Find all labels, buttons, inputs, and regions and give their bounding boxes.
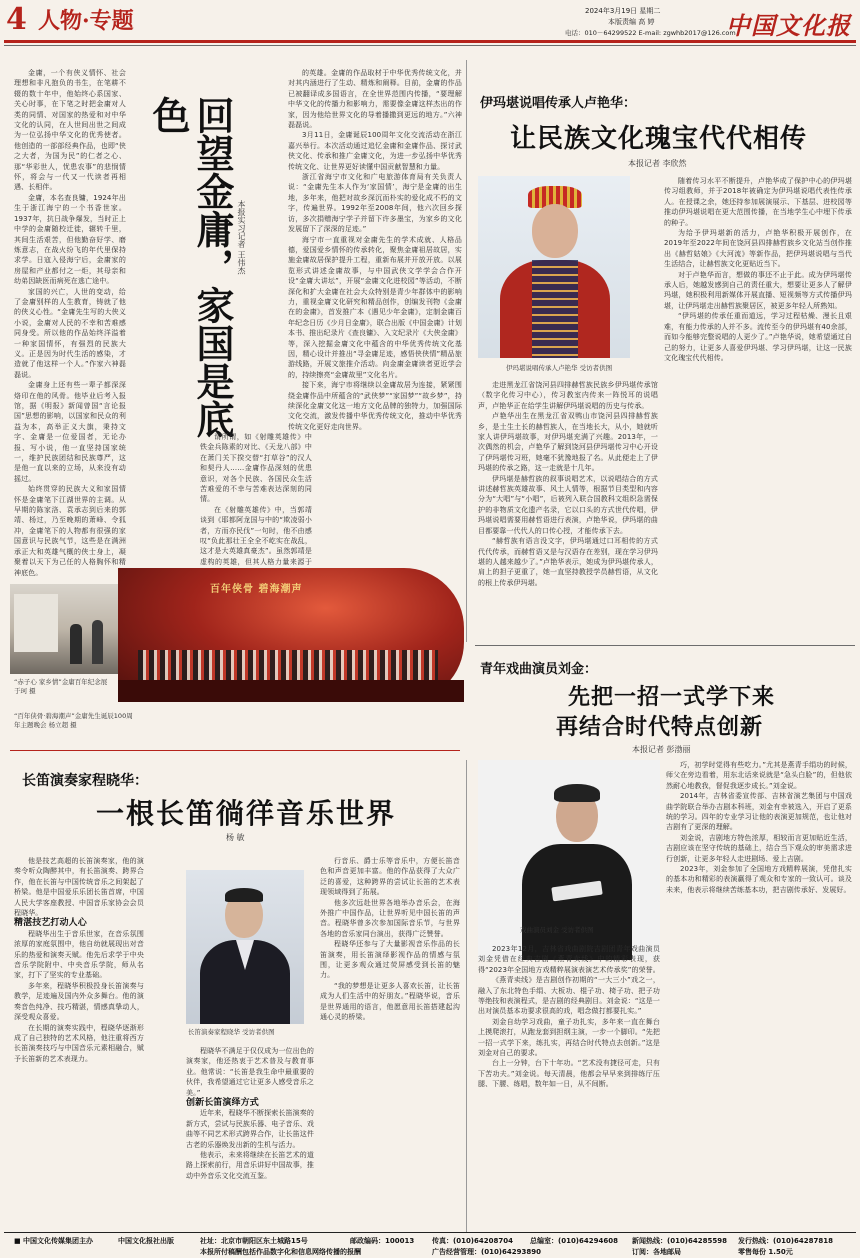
paragraph: 行音乐、爵士乐等音乐中，方便长笛音色和声音更加丰富。他的作品获得了大众广泛的喜爱，这种跨界的尝试让长笛的艺术表现领域得到了拓展。 [320, 857, 460, 897]
paragraph: 始终贯穿的民族大义和家国情怀是金庸笔下江湖世界的主调。从早期的陈家洛、袁承志到后来的郭靖、杨过，乃至晚期的萧峰、令狐冲，金庸笔下的人物都有很强的家国意识与民族气节，这些是在满洲承正大和英雄气概的侠士身上，凝聚着以天下为己任的人格胸怀和精神底色。 [14, 485, 126, 577]
paragraph: 2023年，刘金参加了全国地方戏精粹展演，凭借扎实的基本功和精彩的表演赢得了观众和专家的一致认可。谈及未来，他表示将继续苦练基本功，把吉剧传承好、发展好。 [666, 865, 852, 894]
article-body-col1 [14, 856, 144, 1226]
paragraph: 刘金说，吉剧地方特色浓厚，相较而言更加贴近生活，吉剧应该在坚守传统的基础上，结合当下观众的审美需求进行创新，让更多年轻人走进剧场、爱上吉剧。 [666, 833, 852, 863]
section-divider [475, 645, 855, 646]
column-divider [466, 60, 467, 642]
paragraph: 金庸身上还有些一辈子都深深烙印在他的风骨。他毕业后考入报馆，据《明报》新闻曾国“言论报国”思想的影响，以国家和民众的利益为本，高举正义大旗，秉持文字、金庸是一位爱国者，无论办报、写小说，他一直坚持国家统一，维护民族团结和民族尊严，这是他一直以来的立场，从来没有动摇过。 [14, 381, 126, 483]
figure-silhouette [70, 624, 82, 664]
footer-cell: 广告经营管理：(010)64293890 [432, 1248, 541, 1256]
paragraph: 伊玛堪是赫哲族的叙事说唱艺术，以说唱结合的方式讲述赫哲族英雄故事、风土人情等，根据节目类型和内容分为“大唱”与“小唱”，后被列入联合国教科文组织急需保护的非物质文化遗产名录，它以口头的方式世代传唱，伊玛堪说唱需要用赫哲语进行表演，卢艳华说，伊玛堪的曲目都要靠一代代人的口传心授，才能传承下去。 [478, 474, 658, 535]
masthead-rule-thin [4, 45, 856, 46]
paragraph: 程晓华还参与了大量影视音乐作品的长笛演奏，用长笛演绎影视作品的情感与氛围，让更多观众通过荧屏感受到长笛的魅力。 [320, 940, 460, 980]
headline-jinyong: 回望金庸，家国是底色 [146, 96, 235, 438]
footer-cell: 中国文化报社出版 [118, 1237, 174, 1245]
paragraph: 金庸，一个有侠义情怀、社会理想和非凡抱负的书生，在笔耕不辍的数十年中，他始终心系国家、关心时事，在下笔之时把金庸对人类的同情、对国家的热爱和对中华文化的认同，在人世间出世之间成为一位弘扬中华文化的优秀使者。他创造的一部部经典作品，也即“侠之大者，为国为民”的仁者之心、那“华彩世人，忧患农事”的悲悯情怀，将会与一代又一代读者再相遇、长相伴。 [14, 69, 126, 192]
paragraph: 海宁市一直重视对金庸先生的学术成就、人格品德，爱国爱乡情怀的传承转化，聚焦金庸祖居故居，实施金庸故居保护提升工程，重新布展并开放开放。以展览形式讲述金庸故事，与中国武侠文学学会合作开设“金庸大讲坛”，开展“金庸文化进校园”等活动，不断深化和扩大金庸在社会大众特别是青少年群体中的影响力，重视金庸文化研究和精品创作，创编发刊物《金庸在的金庸》，首发推广本《遇见少年金庸》，定制金庸百年纪念日历《少月日金庸》，联合出版《中国金庸》计划本书、推出纪录片《查良镛》、入文纪录片《大侠金庸》等，深入挖掘金庸文化中蕴含的中华优秀传统文化基因，精心设计并推出“寻金庸足迹，感悟侠侠情”精品旅游线路，开展文旅推介活动。向金庸金庸读者更近学会的，持续擦亮“金庸故里”文化名片。 [288, 235, 462, 379]
paragraph: “赫哲族有语言没文字，伊玛堪通过口耳相传的方式代代传承，而赫哲语又是与汉语存在差别，现在学习伊玛堪的人越来越少了。”卢艳华表示，她成为伊玛堪传承人，肩上的担子更重了，她一直坚持教授学员赫哲语，从文化的根上传承伊玛堪。 [478, 537, 658, 587]
portrait-cheng [186, 870, 304, 1024]
caption-lu: 伊玛堪说唱传承人卢艳华 受访者供图 [506, 364, 613, 372]
portrait-lu [478, 176, 630, 358]
footer-cell: 本报所付稿酬包括作品数字化和信息网络传播的报酬 [200, 1248, 361, 1256]
footer-cell: 新闻热线：(010)64285598 [632, 1237, 727, 1245]
headline-liu-line2: 再结合时代特点创新 [556, 714, 764, 740]
paragraph: 2023年12月，吉林省戏曲剧院吉剧团青年戏曲演员刘金凭借在经典吉剧《燕青卖线》中的精彩表现，获得“2023年全国地方戏精粹展演表演艺术传承奖”的荣誉。 [478, 945, 660, 974]
issue-date: 2024年3月19日 星期二 [585, 7, 661, 15]
footer-rule [4, 1232, 856, 1233]
subhead: 创新长笛演绎方式 [186, 1098, 259, 1109]
column-divider [466, 760, 467, 1232]
portrait-hair [554, 784, 600, 802]
paragraph: 为给予伊玛堪新的活力，卢艳华积极开展创作，在2019年至2022年间在饶河县四排赫哲族乡文化站当创作推出《赫哲姑娘》《大河流》等新作品，把伊玛堪说唱与当代生活结合，让赫哲族文化更贴近当下。 [664, 229, 852, 269]
footer-cell: 社址：北京市朝阳区东土城路15号 [200, 1237, 308, 1245]
newspaper-logo: 中国文化报 [726, 11, 851, 40]
byline-jinyong: 本报实习记者 王伟杰 [237, 200, 246, 275]
paragraph: 浙江省海宁市文化和广电旅游体育局有关负责人说：“金庸先生本人作为‘家国情’，海宁是金庸的出生地，多年来，他把对故乡深沉而朴实的爱化成不朽的文字，传遍世界。1992年至2008年间，他六次回乡探访，多次捐赠海宁学子并留下许多墨宝，为家乡的文化发展留下了深深的足迹。” [288, 173, 462, 234]
headline-liu-line1: 先把一招一式学下来 [568, 684, 776, 710]
byline-cheng: 杨 敏 [226, 833, 245, 842]
portrait-head [532, 204, 578, 258]
paragraph: 程晓华不满足于仅仅成为一位出色的演奏家，他还热衷于艺术普及与教育事业。他常说：“长笛是我生命中最重要的伙伴，我希望通过它让更多人感受音乐之美。” [186, 1047, 314, 1097]
caption-gala: “百年侠骨·碧海潮声”金庸先生诞辰100周年主题晚会 杨立超 摄 [14, 712, 133, 729]
paragraph: 3月11日，金庸诞辰100周年文化交流活动在浙江嘉兴举行。本次活动通过追忆金庸和金庸作品、探讨武侠文化、传承和推广金庸文化，为进一步弘扬中华优秀传统文化、让世界更好读懂中国贡献智慧和力量。 [288, 131, 462, 171]
section-title: 人物·专题 [38, 8, 134, 34]
paragraph: 对于卢艳华而言，想做的事还不止于此。成为伊玛堪传承人后，她越发感到自己的责任重大，想要让更多人了解伊玛堪，她积极利用新媒体开展直播、短视频等方式传播伊玛堪，让伊玛堪走出赫哲族聚居区，被更多年轻人所熟知。 [664, 270, 852, 310]
footer-cell: 传真：(010)64208704 [432, 1237, 513, 1245]
byline-liu: 本报记者 彭渤丽 [632, 745, 691, 754]
portrait-shirt [522, 844, 632, 960]
paragraph: 他表示，未来将继续在长笛艺术的道路上探索前行，用音乐讲好中国故事，推动中外音乐文化交流互鉴。 [186, 1151, 314, 1180]
paragraph: 的英雄。金庸的作品取材于中华优秀传统文化，并对其内涵进行了生动、精炼和阐释。目前，金庸的作品已被翻译成多国语言，在全世界范围内传播，“要理解中华文化的传播力和影响力，需要像金庸这样杰出的作家，因为他给世界文化的导着播撒到更远的地方。”六神磊磊说。 [288, 69, 462, 130]
footer-cell: 发行热线：(010)64287818 [738, 1237, 833, 1245]
article-body-col1 [14, 68, 126, 577]
footer-cell: 总编室：(010)64294608 [530, 1237, 618, 1245]
paragraph: 在《射雕英雄传》中，当郭靖谈到《耶都阿龙国与中的“欺凌弱小者，方而亦民伐”一句时，他不由感叹“负此那壮王全全不屹实在战乱，这才是大英雄真豪杰”。虽然郭靖是虚构的英雄，但其人格力量来源于 [200, 505, 312, 566]
paragraph: 金庸，本名查良镛，1924年出生于浙江海宁的一个书香世家。1937年，抗日战争爆发，当时正上中学的金庸随校迁徙，辗转千里，其间生活艰苦，但他勤奋好学、磨炼意志，在战火纷飞的年代里保持求学。日寇入侵海宁后，金庸家的房屋和产业都付之一炬，其母亲和幼弟因缺医而病死在逃亡途中。 [14, 193, 126, 286]
paragraph: 巧，初学时觉得有些吃力。”尤其是燕青手绢功的时候，师父在旁边看着，用东北话来说就是“急头白脸”的，但他依然耐心地教我，督促我逐步成长。”刘金说。 [666, 761, 852, 790]
gala-photo [118, 568, 464, 702]
paragraph: 随着传习水平不断提升，卢艳华成了保护中心的伊玛堪传习组教师，并于2018年被确定为伊玛堪说唱代表性传承人。在授课之余，她还持参加展演展示、下基层、进校园等推动伊玛堪说唱在更大范围传播，在当地学生心中埋下传承的种子。 [664, 177, 852, 227]
paragraph: 在长期的演奏实践中，程晓华逐渐形成了自己独特的艺术风格，他注重将西方长笛演奏技巧与中国音乐元素相融合，赋予长笛新的艺术表现力。 [14, 1023, 144, 1063]
headline-cheng: 一根长笛徜徉音乐世界 [96, 797, 397, 830]
article-body-col4 [320, 856, 460, 1226]
article-body-col1 [478, 380, 658, 635]
figure-silhouette [92, 620, 103, 664]
paragraph: 《燕青卖线》是吉剧创作初期的“一大三小”戏之一，融入了东北特色手绢、大板功、棍子功、椅子功、把子功等绝技和表演程式，是吉剧的经典剧目。刘金说：“这是一出对演员基本功要求很高的戏，唱念做打都要扎实。” [478, 976, 660, 1016]
subhead: 精湛技艺打动人心 [14, 918, 87, 929]
article-body-col3 [288, 68, 462, 500]
stage-floor [118, 680, 464, 702]
footer-cell: 邮政编码：100013 [350, 1237, 415, 1245]
paragraph: 刘金自幼学习戏曲，童子功扎实，多年来一直在舞台上摸爬滚打，从跑龙套到担纲主演，一步一个脚印。“先把一招一式学下来，练扎实，再结合时代特点去创新。”这是刘金对自己的要求。 [478, 1017, 660, 1058]
section-rule [10, 750, 460, 751]
paragraph: “伊玛堪的传承任重而道远，学习过程枯燥、漫长且艰难，有能力传承的人并不多。流传至今的伊玛堪有40余部，而如今能够完整说唱的人更少了。”卢艳华说，她希望通过自己的努力，让更多人喜爱伊玛堪、学习伊玛堪，让这一民族文化瑰宝代代相传。 [664, 312, 852, 362]
article-body-col4 [200, 432, 312, 568]
exhibition-wall [14, 594, 58, 652]
editor-line: 本版责编 高 婷 [608, 18, 655, 26]
article-body-col2 [664, 176, 852, 636]
caption-exhibition: “赤子心 家乡情”金庸百年纪念展 于珂 摄 [14, 678, 108, 695]
paragraph: 谓所谓，如《射雕英雄传》中铁金兵陈素的对比、《天龙八部》中在萧门关下揆交替“打草谷”的汉人和契丹人……金庸作品深刻的优患意识，对各个民族、各国民众生活苦难爱的不幸与苦难表达深刻的同情。 [200, 433, 312, 504]
paragraph: 他多次远赴世界各地举办音乐会，在海外推广中国作品，让世界听见中国长笛的声音。程晓华曾多次参加国际音乐节，与世界各地的音乐家同台演出，获得广泛赞誉。 [320, 898, 460, 938]
caption-cheng: 长笛演奏家程晓华 受访者供图 [188, 1028, 275, 1036]
footer-cell: 零售每份 1.50元 [738, 1248, 793, 1256]
paragraph: 近年来，程晓华不断探索长笛演奏的新方式，尝试与民族乐器、电子音乐、戏曲等不同艺术形式跨界合作，让长笛这件古老的乐器焕发出新的生机与活力。 [186, 1109, 314, 1149]
paragraph: 接下来，海宁市将继续以金庸故居为连接，紧紧围绕金庸作品中所蕴含的“武侠梦”“家国梦”“故乡梦”，持续深化金庸文化这一地方文化品牌的独特力，加强国际文化交流，激发传播中华优秀传统文化，推动中华优秀传统文化更好走向世界。 [288, 381, 462, 431]
paragraph: 走进黑龙江省饶河县四排赫哲族民族乡伊玛堪传承馆（数字化传习中心），传习教室内传来一阵悦耳的说唱声，卢艳华正在给学生讲解伊玛堪说唱的历史与传承。 [478, 381, 658, 410]
paragraph: “我的梦想是让更多人喜欢长笛，让长笛成为人们生活中的好朋友。”程晓华说，音乐是世界通用的语言，他愿意用长笛搭建起沟通心灵的桥梁。 [320, 981, 460, 1022]
gala-banner-text: 百年侠骨 碧海潮声 [210, 584, 303, 595]
portrait-hair [225, 888, 263, 902]
footer-cell: 订阅：各地邮局 [632, 1248, 681, 1256]
page-number: 4 [6, 2, 27, 37]
caption-liu: 戏曲演员刘金 受访者供图 [520, 926, 594, 934]
paragraph: 程晓华出生于音乐世家，在音乐氛围浓厚的家庭氛围中，他自幼就展现出对音乐的热爱和演奏天赋。他先后求学于中央音乐学院附中、中央音乐学院，师从名家，打下了坚实的专业基础。 [14, 929, 144, 980]
paragraph: 多年来，程晓华积极投身长笛演奏与教学，足迹遍及国内外众多舞台。他的演奏音色纯净、技巧精湛，情感真挚动人，深受观众喜爱。 [14, 981, 144, 1022]
stage-performers [138, 650, 438, 680]
article-body-col3 [186, 1046, 314, 1226]
paragraph: 家国的兴亡，人世的变动，给了金庸别样的人生教育，铸就了他的侠义心性。“金庸先生写的大侠义小说，金庸对人民的不幸和苦难感同身受。所以他的作品始终洋溢着一种家国情怀，有强烈的民族大义。正是因为时代生活的感染，才造就了他这样一个人。”作家六神磊磊说。 [14, 287, 126, 379]
headline-lu: 让民族文化瑰宝代代相传 [510, 124, 808, 154]
paragraph: 他是技艺高超的长笛演奏家，他的演奏令听众陶醉其中，有长笛演奏、跨界合作，他在长笛与中国传统音乐之间架起了桥梁。他是中国爱乐乐团长笛首席，中国人民大学客座教授、中国音乐家协会会员程晓华。 [14, 857, 144, 918]
contact-line: 电话：010－64299522 E-mail: zgwhb2017@126.com [565, 29, 736, 37]
kicker-lu: 伊玛堪说唱传承人卢艳华： [480, 96, 637, 111]
kicker-cheng: 长笛演奏家程晓华： [22, 773, 148, 789]
footer-cell: ■ 中国文化传媒集团主办 [14, 1237, 94, 1245]
article-body-col2 [666, 760, 852, 1228]
paragraph: 台上一分钟，台下十年功。“艺术没有捷径可走，只有下苦功夫。”刘金说。每天清晨，他都会早早来到排练厅压腿、下腰、练唱，数年如一日，从不间断。 [478, 1059, 660, 1089]
paragraph: 卢艳华出生在黑龙江省双鸭山市饶河县四排赫哲族乡，是土生土长的赫哲族人，在当地长大，从小，她就听家人讲伊玛堪故事，对伊玛堪充满了兴趣。2013年，一次偶然的机会，卢艳华了解到饶河县伊玛堪传习中心开设了伊玛堪传习班，她毫不犹豫地报了名。从此便走上了伊玛堪的传承之路，这一走就是十几年。 [478, 412, 658, 473]
byline-lu: 本报记者 李欣然 [628, 159, 687, 168]
article-body-col1 [478, 944, 660, 1228]
paragraph: 2014年，吉林省委宣传部、吉林省演艺集团与中国戏曲学院联合举办吉剧本科班，刘金有幸被选入，开启了更系统的学习。四年的专业学习让他的表演更加规范，也让他对吉剧有了更深的理解。 [666, 792, 852, 832]
masthead-rule [4, 40, 856, 43]
portrait-costume-trim [532, 260, 578, 358]
kicker-liu: 青年戏曲演员刘金： [480, 662, 598, 677]
